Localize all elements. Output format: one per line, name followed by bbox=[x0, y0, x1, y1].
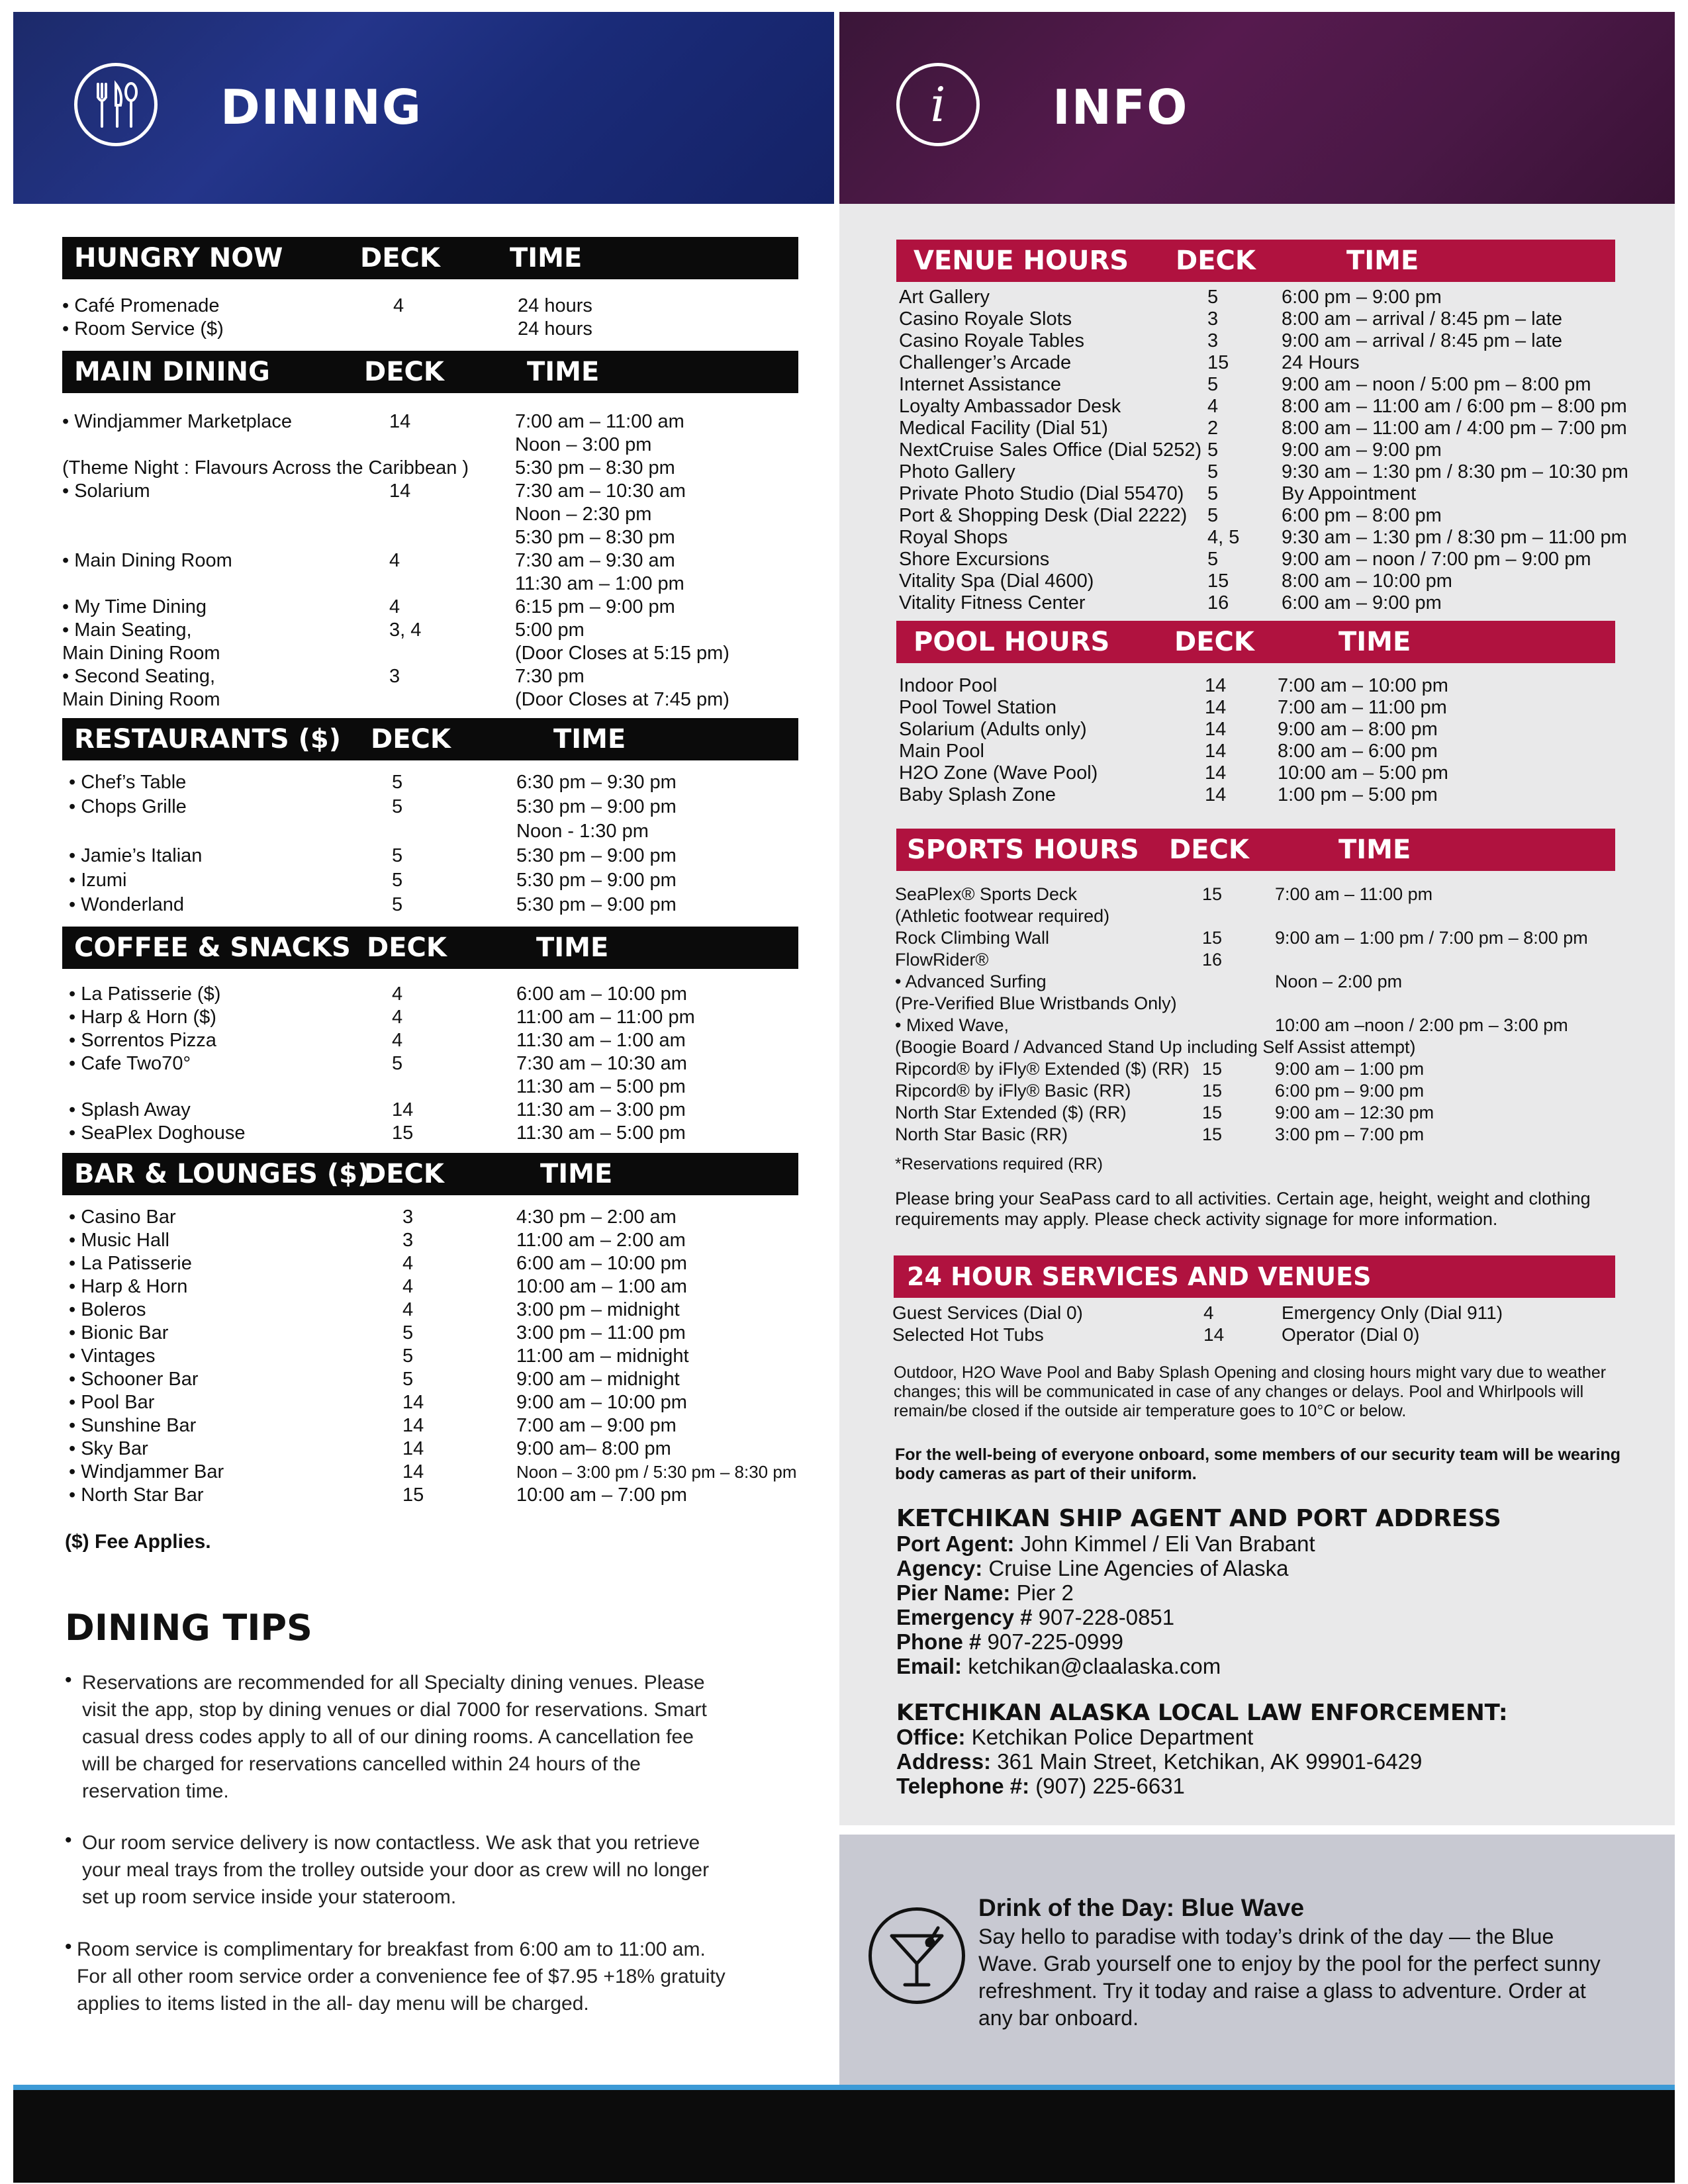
restaurants-header: RESTAURANTS ($) DECK TIME bbox=[62, 718, 798, 760]
agency-line: Agency: Cruise Line Agencies of Alaska bbox=[896, 1556, 1289, 1580]
emergency-line: Emergency # 907-228-0851 bbox=[896, 1605, 1175, 1629]
footer-bar bbox=[13, 2085, 1675, 2183]
sports-hours-header: SPORTS HOURS DECK TIME bbox=[896, 829, 1615, 871]
port-agent-line: Port Agent: John Kimmel / Eli Van Brabant bbox=[896, 1531, 1315, 1556]
dining-tip: Reservations are recommended for all Specialty dining venues. Please visit the app, stop by dining venues or dial 7000 for reservations. Smart casual dress codes apply to all of our dining rooms. A cancellation fee will be charged for reservations cancelled within 24 hours of the reservation time. bbox=[82, 1672, 707, 1802]
office-line: Office: Ketchikan Police Department bbox=[896, 1725, 1254, 1749]
info-icon: i bbox=[896, 63, 980, 146]
law-enforcement-title: KETCHIKAN ALASKA LOCAL LAW ENFORCEMENT: bbox=[896, 1700, 1508, 1726]
dining-tip: Room service is complimentary for breakfast from 6:00 am to 11:00 am. For all other room service order a convenience fee of $7.95 +18% gratuity applies to items listed in the all- day menu will be charged. bbox=[77, 1938, 726, 2015]
pool-hours-header: POOL HOURS DECK TIME bbox=[896, 621, 1615, 663]
martini-glass-icon bbox=[868, 1907, 965, 2004]
venue-hours-header: VENUE HOURS DECK TIME bbox=[896, 240, 1615, 282]
info-header bbox=[839, 12, 1675, 204]
telephone-line: Telephone #: (907) 225-6631 bbox=[896, 1774, 1185, 1798]
port-agent-title: KETCHIKAN SHIP AGENT AND PORT ADDRESS bbox=[896, 1505, 1501, 1532]
dining-header bbox=[13, 12, 834, 204]
services-24-header: 24 HOUR SERVICES AND VENUES bbox=[894, 1255, 1615, 1298]
bullet: • bbox=[65, 1936, 72, 1958]
bars-lounges-header: BAR & LOUNGES ($) DECK TIME bbox=[62, 1153, 798, 1195]
phone-line: Phone # 907-225-0999 bbox=[896, 1629, 1124, 1654]
bullet: • bbox=[65, 1669, 72, 1691]
address-line: Address: 361 Main Street, Ketchikan, AK 99901-6429 bbox=[896, 1749, 1423, 1774]
reservation-note: *Reservations required (RR) bbox=[895, 1155, 1103, 1173]
weather-note: Outdoor, H2O Wave Pool and Baby Splash Opening and closing hours might vary due to weather changes; this will be communicated in case of any changes or delays. Pool and Whirlpools will remain/be closed if the outside air temperature goes to 10°C or below. bbox=[894, 1363, 1607, 1420]
fork-knife-spoon-icon bbox=[74, 63, 158, 146]
fee-note: ($) Fee Applies. bbox=[65, 1531, 211, 1553]
dining-tip: Our room service delivery is now contactless. We ask that you retrieve your meal trays from the trolley outside your door as crew will no longer set up room service inside your stateroom. bbox=[82, 1832, 710, 1908]
hungry-now-header: HUNGRY NOW DECK TIME bbox=[62, 237, 798, 279]
security-note: For the well-being of everyone onboard, some members of our security team will be wearing body cameras as part of their uniform. bbox=[895, 1445, 1621, 1483]
drink-title: Drink of the Day: Blue Wave bbox=[978, 1894, 1305, 1921]
info-title: INFO bbox=[1053, 79, 1189, 135]
coffee-snacks-header: COFFEE & SNACKS DECK TIME bbox=[62, 927, 798, 969]
pier-name-line: Pier Name: Pier 2 bbox=[896, 1580, 1074, 1605]
seapass-note: Please bring your SeaPass card to all activities. Certain age, height, weight and clothing requirements may apply. Please check activity signage for more information. bbox=[895, 1189, 1591, 1229]
email-line[interactable]: Email: ketchikan@claalaska.com bbox=[896, 1654, 1221, 1678]
bullet: • bbox=[65, 1829, 72, 1851]
drink-description: Say hello to paradise with today’s drink of the day — the Blue Wave. Grab yourself one to enjoy by the pool for the perfect sunny refreshment. Try it today and raise a glass to adventure. Order at any bar onboard. bbox=[978, 1925, 1601, 2030]
dining-title: DINING bbox=[220, 79, 422, 135]
dining-tips-title: DINING TIPS bbox=[65, 1607, 312, 1649]
main-dining-header: MAIN DINING DECK TIME bbox=[62, 351, 798, 393]
